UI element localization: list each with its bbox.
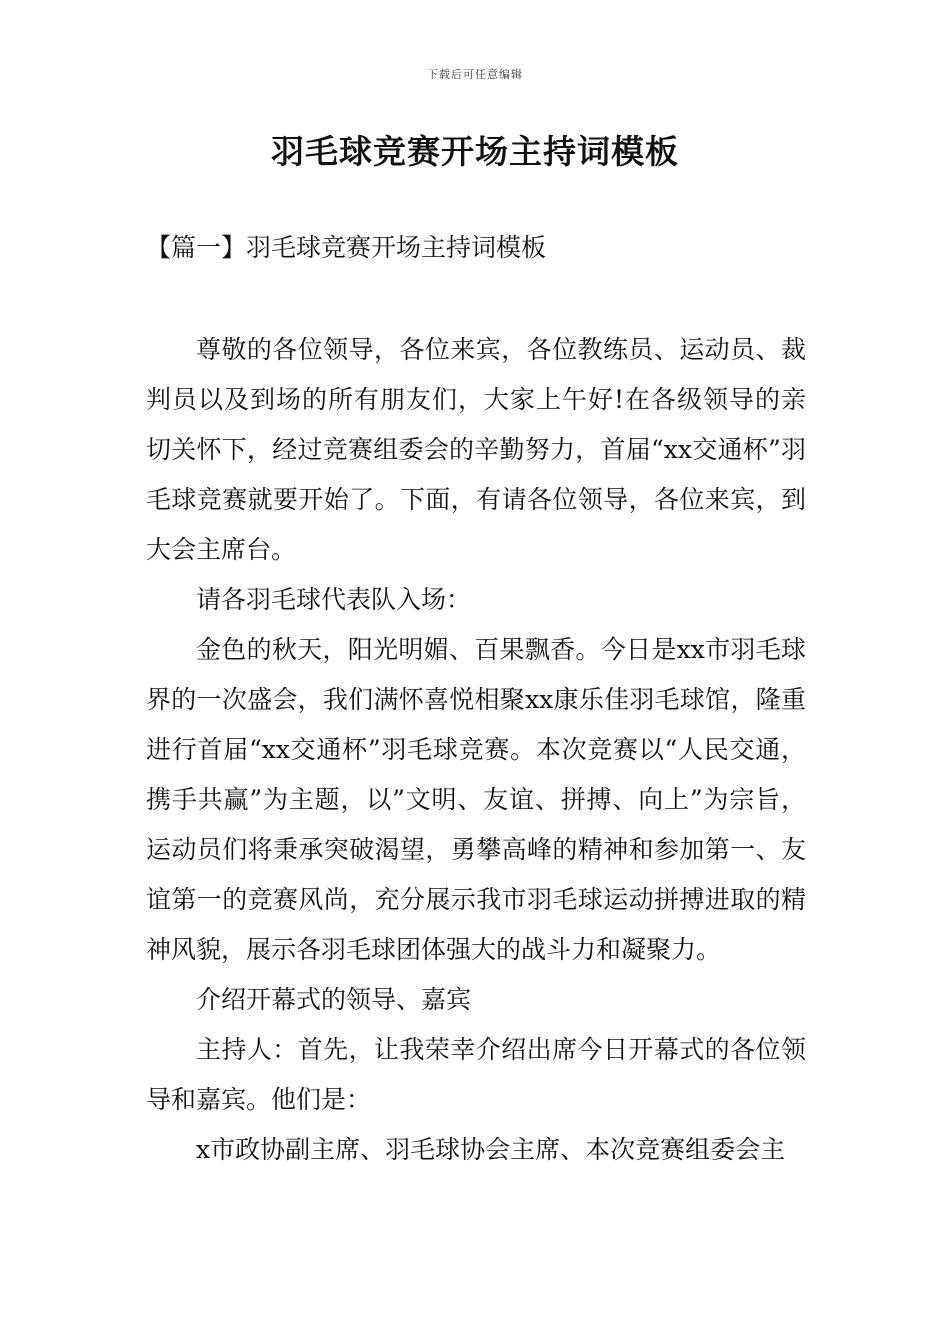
document-body [146, 325, 806, 1175]
document-title: 羽毛球竞赛开场主持词模板 [271, 132, 679, 171]
header-note: 下载后可任意编辑 [427, 68, 523, 81]
section-heading: 【篇一】羽毛球竞赛开场主持词模板 [146, 233, 547, 262]
paragraph-introduce-guests: 介绍开幕式的领导、嘉宾 [196, 985, 472, 1014]
paragraph-host-speech: 主持人：首先，让我荣幸介绍出席今日开幕式的各位领导和嘉宾。他们是： [146, 1035, 806, 1114]
paragraph-welcome: 尊敬的各位领导，各位来宾，各位教练员、运动员、裁判员以及到场的所有朋友们，大家上午好!在各级领导的亲切关怀下，经过竞赛组委会的辛勤努力，首届“xx交通杯”羽毛球竞赛就要开始了。下面，有请各位领导，各位来宾，到大会主席台。 [146, 335, 806, 564]
paragraph-teams-enter: 请各羽毛球代表队入场： [196, 585, 472, 614]
paragraph-guest-list: x市政协副主席、羽毛球协会主席、本次竞赛组委会主 [196, 1135, 786, 1164]
paragraph-event-intro: 金色的秋天，阳光明媚、百果飘香。今日是xx市羽毛球界的一次盛会，我们满怀喜悦相聚xx康乐佳羽毛球馆，隆重进行首届“xx交通杯”羽毛球竞赛。本次竞赛以“人民交通，携手共赢”为主题，以”文明、友谊、拼搏、向上”为宗旨，运动员们将秉承突破渴望，勇攀高峰的精神和参加第一、友谊第一的竞赛风尚，充分展示我市羽毛球运动拼搏进取的精神风貌，展示各羽毛球团体强大的战斗力和凝聚力。 [146, 635, 806, 964]
